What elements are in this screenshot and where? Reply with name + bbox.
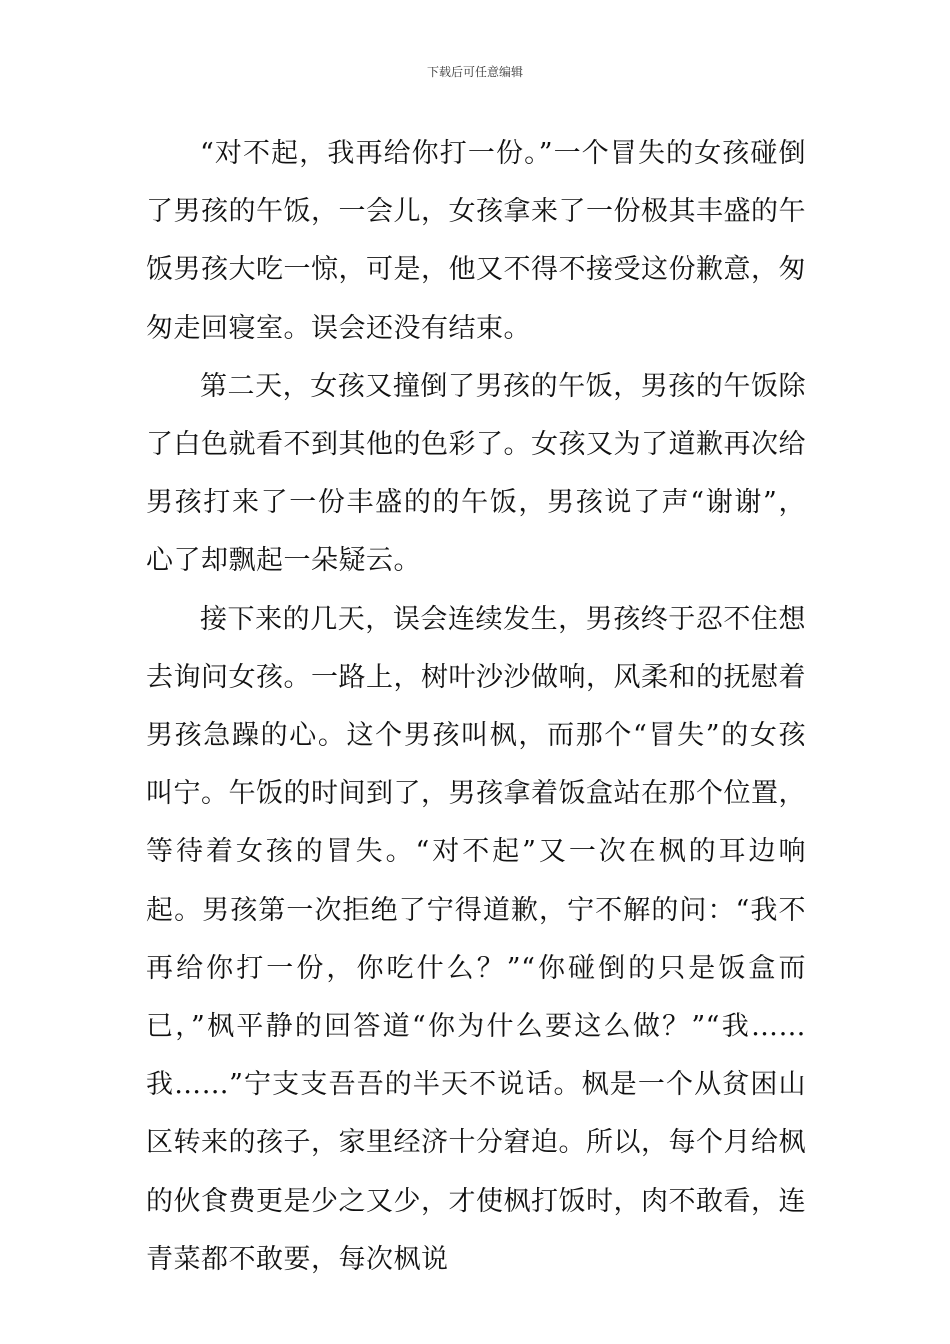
- body-text: [146, 125, 806, 1289]
- paragraph-2: 第二天，女孩又撞倒了男孩的午饭，男孩的午饭除了白色就看不到其他的色彩了。女孩又为了道歉再次给男孩打来了一份丰盛的的午饭，男孩说了声“谢谢”，心了却飘起一朵疑云。: [146, 370, 806, 577]
- paragraph-1: “对不起，我再给你打一份。”一个冒失的女孩碰倒了男孩的午饭，一会儿，女孩拿来了一份极其丰盛的午饭男孩大吃一惊，可是，他又不得不接受这份歉意，匆匆走回寝室。误会还没有结束。: [146, 138, 806, 344]
- paragraph-3: 接下来的几天，误会连续发生，男孩终于忍不住想去询问女孩。一路上，树叶沙沙做响，风柔和的抚慰着男孩急躁的心。这个男孩叫枫，而那个“冒失”的女孩叫宁。午饭的时间到了，男孩拿着饭盒站在那个位置，等待着女孩的冒失。“对不起”又一次在枫的耳边响起。男孩第一次拒绝了宁得道歉，宁不解的问：“我不再给你打一份，你吃什么？”“你碰倒的只是饭盒而已，”枫平静的回答道“你为什么要这么做？”“我……我……”宁支支吾吾的半天不说话。枫是一个从贫困山区转来的孩子，家里经济十分窘迫。所以，每个月给枫的伙食费更是少之又少，才使枫打饭时，肉不敢看，连青菜都不敢要，每次枫说: [146, 603, 806, 1275]
- header-note: 下载后可任意编辑: [426, 65, 523, 79]
